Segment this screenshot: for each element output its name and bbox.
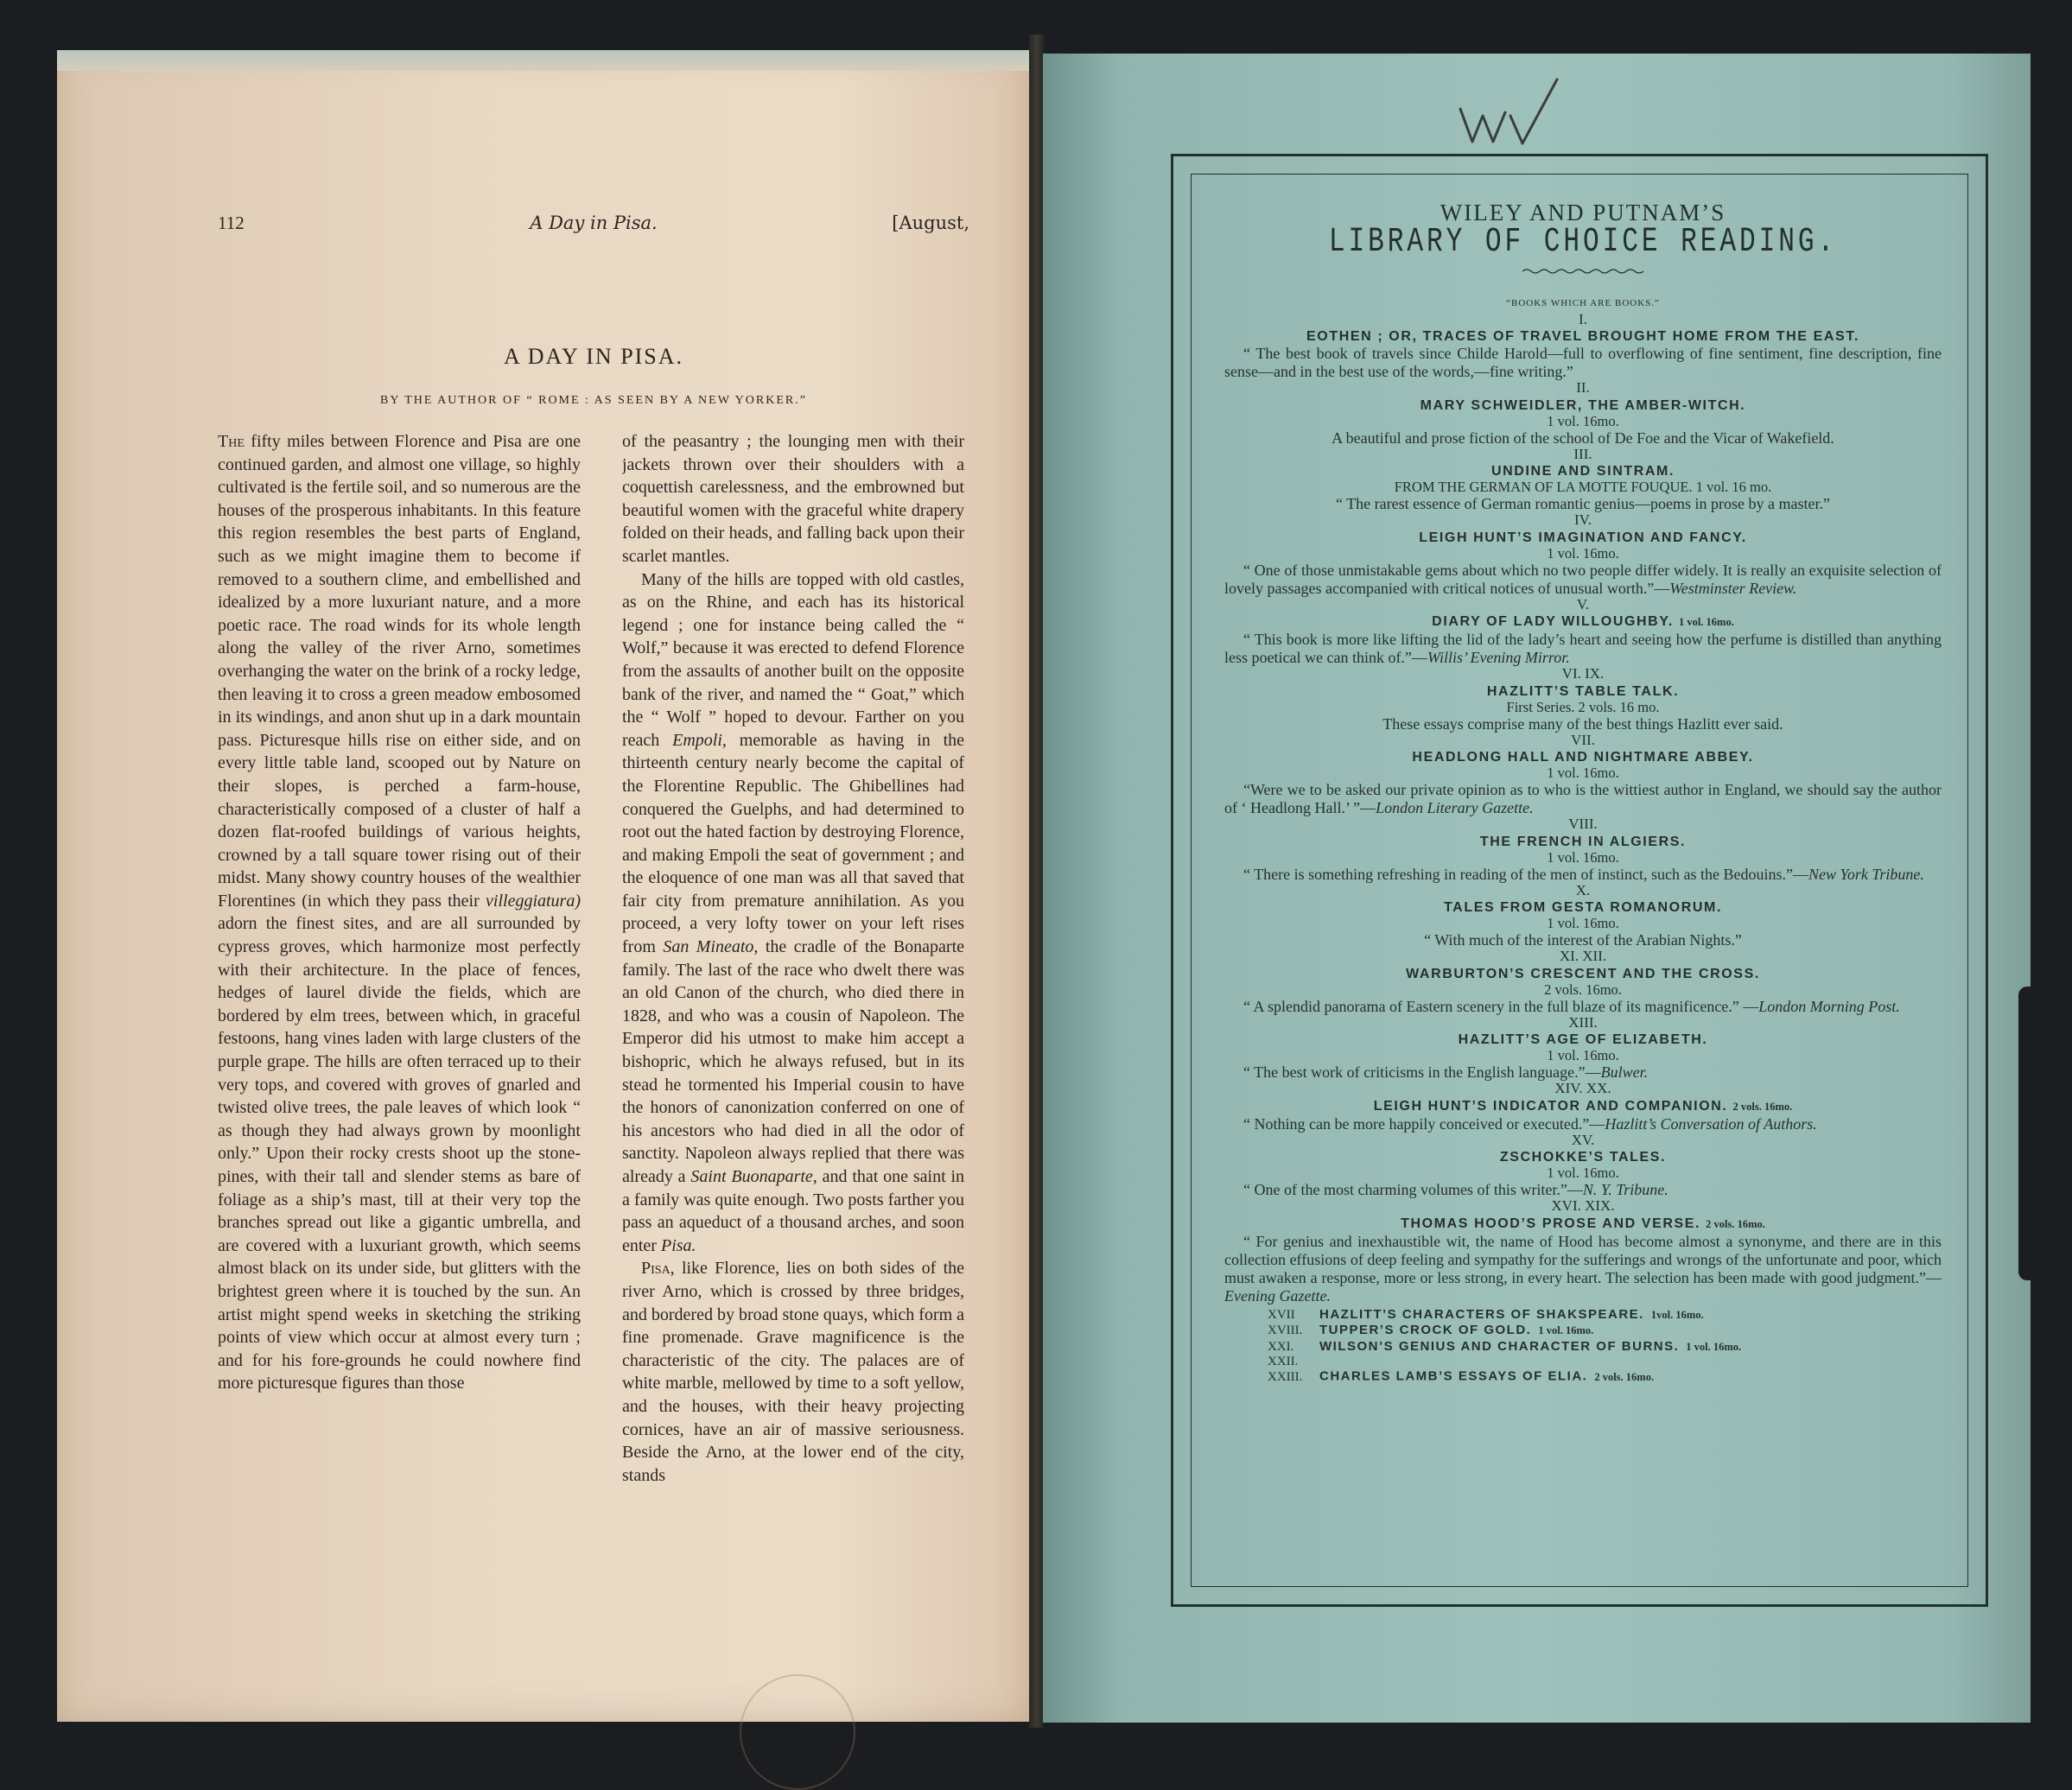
entry-title: EOTHEN ; OR, TRACES OF TRAVEL BROUGHT HOME FROM THE EAST.: [1306, 329, 1859, 344]
entry-source: Hazlitt’s Conversation of Authors.: [1605, 1114, 1817, 1133]
book-entry: [1224, 311, 1942, 382]
entry-quote: “ One of the most charming volumes of this writer.”—N. Y. Tribune.: [1243, 1181, 1668, 1198]
entry-format: 1 vol. 16mo.: [1547, 1047, 1619, 1063]
advertisement-inner-frame: [1191, 174, 1968, 1587]
handwritten-mark: [1453, 74, 1566, 152]
entry-number: VIII.: [1568, 816, 1598, 832]
advertisement-frame: [1171, 154, 1988, 1607]
entry-quote: “ With much of the interest of the Arabian Nights.”: [1424, 931, 1742, 949]
entry-number: XVII: [1268, 1307, 1295, 1322]
entry-quote: “ Nothing can be more happily conceived or executed.”—Hazlitt’s Conversation of Authors.: [1243, 1114, 1817, 1133]
entry-quote: “ A splendid panorama of Eastern scenery in the full blaze of its magnificence.” —London Morning Post.: [1243, 997, 1900, 1015]
entry-format: First Series. 2 vols. 16 mo.: [1506, 698, 1660, 715]
book-entry: [1224, 379, 1942, 448]
entry-title: LEIGH HUNT’S IMAGINATION AND FANCY.: [1419, 530, 1747, 545]
entry-number: XXII. XXIII.: [1268, 1355, 1303, 1384]
book-entry-short: [1268, 1323, 1942, 1339]
entry-number: II.: [1576, 379, 1590, 396]
book-entry-short: [1268, 1307, 1942, 1323]
entry-number: IV.: [1574, 511, 1592, 528]
entry-format: 1 vol. 16mo.: [1547, 412, 1619, 429]
entry-format: 2 vols. 16mo.: [1544, 981, 1622, 998]
entry-number: III.: [1573, 445, 1592, 462]
entry-title: WARBURTON’S CRESCENT AND THE CROSS.: [1406, 966, 1760, 981]
entry-title: UNDINE AND SINTRAM.: [1490, 464, 1675, 479]
entry-format: 1 vol. 16mo.: [1547, 848, 1619, 866]
entry-source: Evening Gazette.: [1224, 1286, 1331, 1304]
publisher-name: WILEY AND PUTNAM’S: [1440, 200, 1726, 225]
entry-format: 2 vols. 16mo.: [1594, 1370, 1655, 1383]
series-title: LIBRARY OF CHOICE READING.: [1328, 222, 1838, 262]
entry-quote: “ The best book of travels since Childe Harold—full to overflowing of fine sentiment, fine description, fine sense—and in the best use of the words,—fine writing.”: [1224, 345, 1942, 380]
entry-number: XV.: [1571, 1131, 1595, 1148]
advertisement: [1224, 200, 1942, 1385]
entry-quote: “ There is something refreshing in reading of the men of instinct, such as the Bedouins.”—New York Tribune.: [1243, 865, 1924, 883]
entry-format: 1 vol. 16mo.: [1678, 616, 1734, 628]
running-title: A Day in Pisa.: [530, 213, 658, 233]
running-month: [August,: [892, 213, 969, 233]
entry-number: XVIII.: [1268, 1323, 1303, 1337]
book-entry: [1224, 596, 1942, 668]
paper-stain: [740, 1674, 855, 1790]
book-entry: [1224, 882, 1942, 950]
entry-format: 1vol. 16mo.: [1650, 1308, 1704, 1321]
entry-source: New York Tribune.: [1808, 865, 1924, 883]
entry-format: 1 vol. 16mo.: [1547, 915, 1619, 931]
book-entry: [1224, 1132, 1942, 1200]
entry-title: HAZLITT’S CHARACTERS OF SHAKSPEARE.: [1319, 1306, 1644, 1322]
entry-quote: “ This book is more like lifting the lid of the lady’s heart and seeing how the perfume is distilled than anything less poetical we can think of.”—Willis’ Evening Mirror.: [1224, 631, 1942, 666]
book-list: [1224, 311, 1942, 1305]
entry-format: 1 vol. 16mo.: [1547, 765, 1619, 781]
paragraph: The fifty miles between Florence and Pisa are one continued garden, and almost one village, so highly cultivated is the fertile soil, and so numerous are the houses of the prosperous inhabitants. In this feature this region resembles the best parts of England, such as we might imagine them to become if removed to a southern clime, and embellished and idealized by a more luxuriant nature, and a more poetic race. The road winds for its whole length along the valley of the river Arno, sometimes overhanging the water on the brink of a rocky ledge, then leaving it to cross a green meadow embosomed in its windings, and anon shut up in a dark mountain pass. Picturesque hills rise on either side, and on every little table land, scooped out by Nature on their slopes, is perched a farm-house, characteristically composed of a cluster of half a dozen flat-roofed buildings of various heights, crowned by a tall square tower rising out of their midst. Many showy country houses of the wealthier Florentines (in which they pass their villeggiatura) adorn the finest sites, and are all surrounded by cypress groves, which harmonize most perfectly with their architecture. In the place of fences, hedges of laurel divide the fields, which are bordered by elm trees, between which, in graceful festoons, hang vines laden with large clusters of the purple grape. The hills are often terraced up to their very tops, and covered with groves of gnarled and twisted olive trees, the pale leaves of which look “ as though they had always grown by moonlight only.” Upon their rocky crests shoot up the stone-pines, with their tall and slender stems as bare of foliage as a ship’s mast, till at their very top the branches spread out like a gigantic umbrella, and are covered with a luxuriant growth, which seems almost black on its under side, but glitters with the brightest green where it is touched by the sun. An artist might spend weeks in sketching the striking points of view which occur at almost every turn ; and for his fore-grounds he could nowhere find more picturesque figures than those: [218, 432, 581, 1393]
entry-quote: “ One of those unmistakable gems about which no two people differ widely. It is really an exquisite selection of lovely passages accompanied with critical notices of unusual worth.”—Westminster Review.: [1224, 561, 1942, 597]
entry-format: 2 vols. 16mo.: [1732, 1100, 1793, 1113]
page-number: 112: [218, 213, 245, 233]
paragraph: of the peasantry ; the lounging men with their jackets thrown over their shoulders with a coquettish carelessness, and the embrowned but beautiful women with the graceful white drapery folded on their heads, and falling back upon their scarlet mantles.: [622, 432, 964, 566]
entry-title: THE FRENCH IN ALGIERS.: [1479, 834, 1687, 849]
entry-number: VI. IX.: [1561, 665, 1605, 682]
byline: BY THE AUTHOR OF “ ROME : AS SEEN BY A NEW YORKER.”: [380, 394, 807, 407]
entry-quote: These essays comprise many of the best things Hazlitt ever said.: [1382, 714, 1783, 733]
book-entry: [1224, 1080, 1942, 1133]
entry-format: 1 vol. 16mo.: [1547, 1165, 1619, 1181]
paragraph: Many of the hills are topped with old castles, as on the Rhine, and each has its historical legend ; one for instance being called the “ Wolf,” because it was erected to defend Florence from the assaults of another built on the opposite bank of the river, and named the “ Goat,” which the “ Wolf ” hoped to devour. Farther on you reach Empoli, memorable as having in the thirteenth century nearly become the capital of the Florentine Republic. The Ghibellines had conquered the Guelphs, and had determined to root out the hated faction by destroying Florence, and making Empoli the seat of government ; and the eloquence of one man was all that saved that fair city from premature annihilation. As you proceed, a very lofty tower on your left rises from San Mineato, the cradle of the Bonaparte family. The last of the race who dwelt there was an old Canon of the church, who died there in 1828, and who was a cousin of Napoleon. The Emperor did his utmost to make him accept a bishopric, which he always refused, but in its stead he tormented his Imperial cousin to have the honors of canonization conferred on one of his ancestors who had died in all the odor of sanctity. Napoleon always replied that there was already a Saint Buonaparte, and that one saint in a family was quite enough. Two posts farther you pass an aqueduct of a thousand arches, and soon enter Pisa.: [622, 569, 964, 1255]
entry-number: XXI.: [1268, 1339, 1294, 1354]
entry-number: XI. XII.: [1559, 948, 1607, 964]
entry-number: V.: [1576, 595, 1590, 613]
text-column-right: [622, 430, 964, 1566]
book-list-tail: [1224, 1307, 1942, 1386]
entry-title: ZSCHOKKE’S TALES.: [1499, 1150, 1667, 1165]
book-entry: [1224, 446, 1942, 514]
entry-source: N. Y. Tribune.: [1582, 1181, 1668, 1198]
entry-source: London Morning Post.: [1758, 997, 1900, 1015]
entry-title: HEADLONG HALL AND NIGHTMARE ABBEY.: [1412, 750, 1754, 765]
entry-format: 2 vols. 16mo.: [1706, 1217, 1765, 1230]
entry-number: XIII.: [1568, 1013, 1598, 1031]
entry-format: FROM THE GERMAN OF LA MOTTE FOUQUE. 1 vol. 16 mo.: [1394, 479, 1772, 495]
series-tagline: “BOOKS WHICH ARE BOOKS.”: [1506, 298, 1660, 308]
book-entry-short: [1268, 1339, 1942, 1355]
entry-quote: “ For genius and inexhaustible wit, the name of Hood has become almost a synonyme, and there are in this collection effusions of deep feeling and sympathy for the sufferings and wrongs of the unfortunate and poor, which must awaken a response, more or less strong, in every heart. The selection has been made with good judgment.”—Evening Gazette.: [1224, 1232, 1942, 1304]
entry-quote: “ The rarest essence of German romantic genius—poems in prose by a master.”: [1336, 495, 1830, 512]
entry-quote: “ The best work of criticisms in the English language.”—Bulwer.: [1243, 1063, 1649, 1081]
book-entry: [1224, 511, 1942, 598]
entry-title: TALES FROM GESTA ROMANORUM.: [1444, 900, 1722, 915]
book-entry: [1224, 665, 1942, 733]
entry-title: MARY SCHWEIDLER, THE AMBER-WITCH.: [1420, 397, 1746, 413]
entry-number: VII.: [1571, 731, 1595, 748]
entry-title: WILSON’S GENIUS AND CHARACTER OF BURNS.: [1319, 1338, 1680, 1354]
book-entry-short: [1268, 1355, 1942, 1385]
entry-source: Bulwer.: [1600, 1063, 1649, 1081]
entry-title: HAZLITT’S TABLE TALK.: [1486, 683, 1680, 699]
entry-number: XIV. XX.: [1554, 1080, 1611, 1096]
entry-quote: “Were we to be asked our private opinion as to who is the wittiest author in England, we should say the author of ‘ Headlong Hall.’ ”—London Literary Gazette.: [1224, 781, 1942, 816]
paragraph: Pisa, like Florence, lies on both sides of the river Arno, which is crossed by three bridges, and bordered by broad stone quays, which form a fine promenade. Grave magnificence is the characteristic of the city. The palaces are of white marble, mellowed by time to a soft yellow, and the houses, with their heavy projecting cornices, have an air of massive seriousness. Beside the Arno, at the lower end of the city, stands: [622, 1259, 964, 1485]
entry-number: X.: [1575, 881, 1591, 898]
entry-format: 1 vol. 16mo.: [1686, 1340, 1742, 1353]
right-page: [1043, 54, 2031, 1723]
entry-number: I.: [1579, 310, 1587, 327]
entry-format: 1 vol. 16mo.: [1547, 544, 1619, 562]
entry-title: HAZLITT’S AGE OF ELIZABETH.: [1458, 1032, 1708, 1047]
entry-title: LEIGH HUNT’S INDICATOR AND COMPANION. 2 vols. 16mo.: [1373, 1098, 1793, 1114]
entry-source: London Literary Gazette.: [1376, 799, 1534, 816]
entry-format: 1 vol. 16mo.: [1538, 1324, 1594, 1336]
entry-title: DIARY OF LADY WILLOUGHBY. 1 vol. 16mo.: [1432, 614, 1734, 629]
book-entry: [1224, 1197, 1942, 1305]
torn-edge: [2018, 987, 2032, 1280]
entry-quote: A beautiful and prose fiction of the school of De Foe and the Vicar of Wakefield.: [1332, 428, 1834, 447]
entry-source: Willis’ Evening Mirror.: [1427, 649, 1570, 666]
entry-title: THOMAS HOOD’S PROSE AND VERSE. 2 vols. 16mo.: [1401, 1216, 1765, 1231]
entry-number: XVI. XIX.: [1551, 1197, 1615, 1214]
running-head: [218, 213, 969, 247]
book-entry: [1224, 816, 1942, 884]
book-entry: [1224, 1014, 1942, 1082]
decorative-rule: [1224, 268, 1942, 275]
text-column-left: [218, 430, 581, 1566]
entry-title: TUPPER’S CROCK OF GOLD.: [1319, 1323, 1532, 1337]
page-top-edge: [57, 50, 1029, 71]
entry-title: CHARLES LAMB’S ESSAYS OF ELIA.: [1319, 1368, 1588, 1384]
book-entry: [1224, 732, 1942, 818]
book-entry: [1224, 948, 1942, 1016]
entry-source: Westminster Review.: [1669, 579, 1797, 597]
left-page: [57, 50, 1029, 1722]
article-title: A DAY IN PISA.: [503, 344, 684, 369]
